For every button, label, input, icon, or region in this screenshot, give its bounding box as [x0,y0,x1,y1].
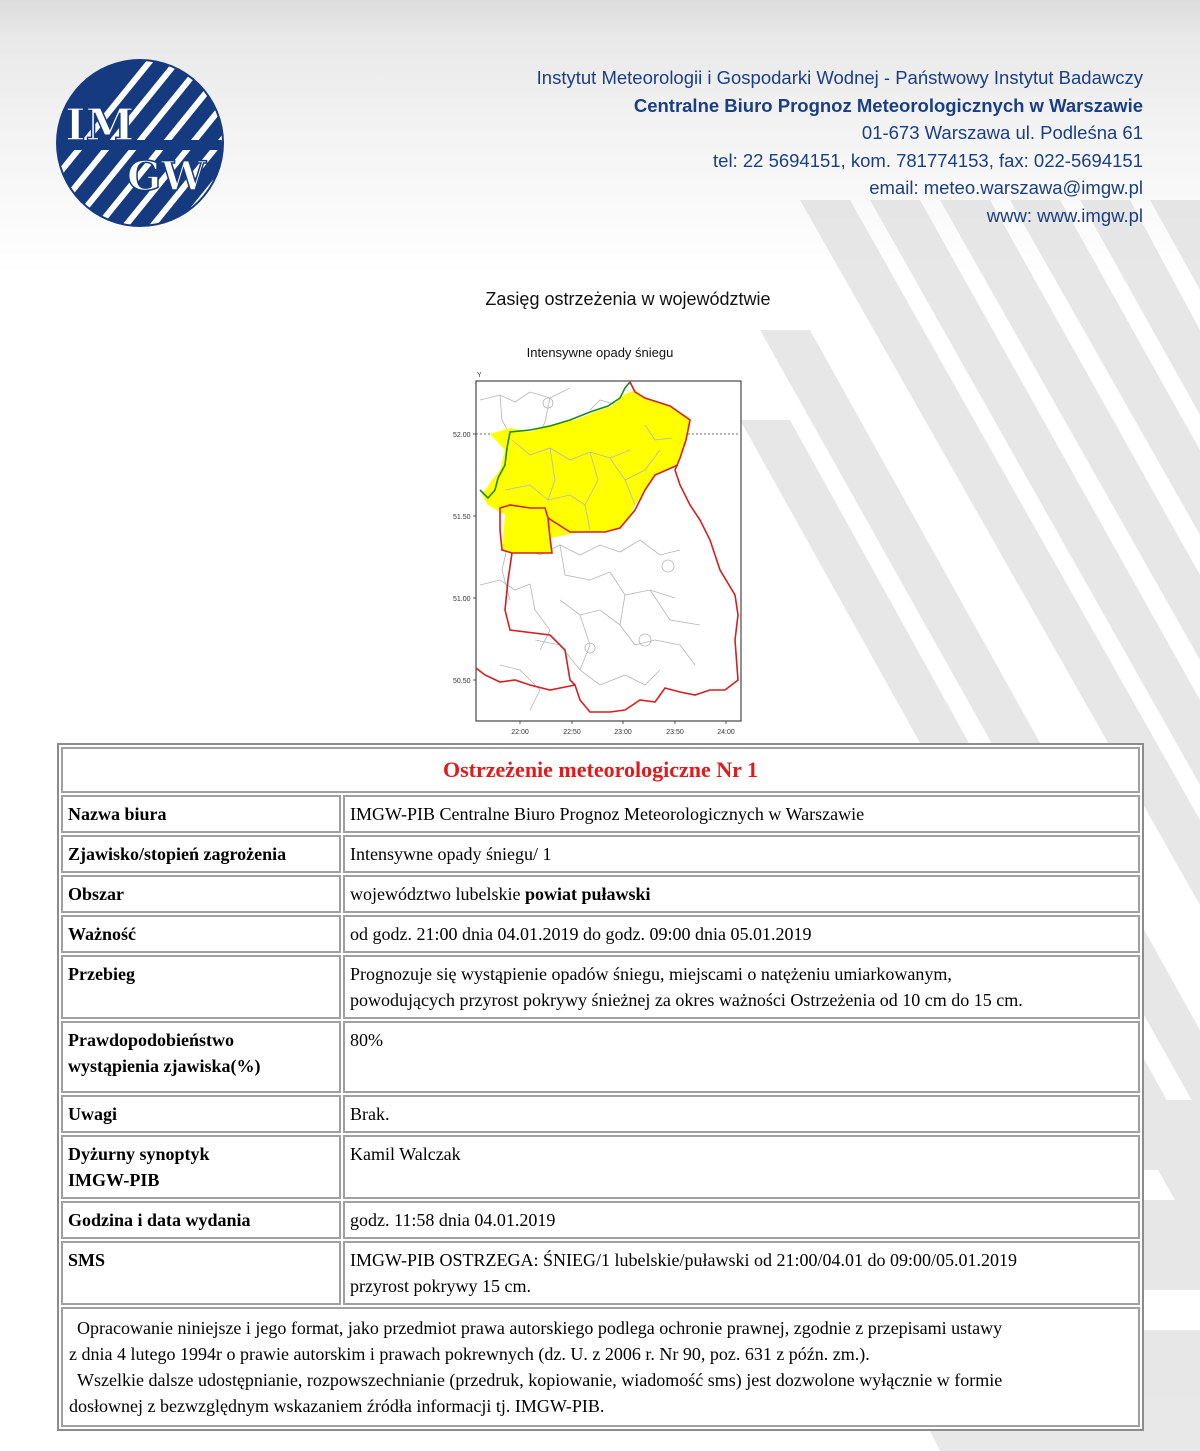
table-row [61,875,1140,913]
row-label: Obszar [61,875,341,913]
institute-name: Instytut Meteorologii i Gospodarki Wodnej - Państwowy Instytut Badawczy [536,67,1143,88]
table-row [61,1135,1140,1199]
table-row [61,747,1140,793]
notice-line: z dnia 4 lutego 1994r o prawie autorskim i prawach pokrewnych (dz. U. z 2006 r. Nr 90, poz. 631 z późn. zm.). [69,1344,870,1364]
table-row [61,1021,1140,1093]
row-value-sms [343,1241,1140,1305]
office-name: Centralne Biuro Prognoz Meteorologicznych w Warszawie [633,94,1143,116]
row-label: Ważność [61,915,341,953]
notice-line: Opracowanie niniejsze i jego format, jako przedmiot prawa autorskiego podlega ochronie prawnej, zgodnie z przepisami ustawy [77,1318,1003,1338]
notice-line: dosłownej z bezwzględnym wskazaniem źródła informacji tj. IMGW-PIB. [69,1396,605,1416]
row-value: Kamil Walczak [343,1135,1140,1199]
logo-text-bottom: GW [127,153,207,200]
table-row [61,795,1140,833]
y-tick: 51.50 [453,514,471,521]
notice-line: Wszelkie dalsze udostępnianie, rozpowszechnianie (przedruk, kopiowanie, wiadomość sms) jest dozwolone wyłącznie w formie [77,1370,1003,1390]
label-line: IMGW-PIB [68,1170,160,1190]
row-value: IMGW-PIB Centralne Biuro Prognoz Meteorologicznych w Warszawie [343,795,1140,833]
label-line: Prawdopodobieństwo [68,1030,235,1050]
table-row [61,1201,1140,1239]
table-row [61,955,1140,1019]
x-tick: 22:50 [563,729,581,736]
table-row [61,835,1140,873]
map-section-title: Zasięg ostrzeżenia w województwie [485,289,771,309]
table-row [61,1307,1140,1427]
imgw-logo [55,58,225,228]
row-value-course [343,955,1140,1019]
table-row [61,915,1140,953]
course-line: powodujących przyrost pokrywy śnieżnej za okres ważności Ostrzeżenia od 10 cm do 15 cm. [350,990,1023,1010]
row-value: godz. 11:58 dnia 04.01.2019 [343,1201,1140,1239]
row-label: Godzina i data wydania [61,1201,341,1239]
warning-range-map [440,340,750,740]
row-value: od godz. 21:00 dnia 04.01.2019 do godz. 09:00 dnia 05.01.2019 [343,915,1140,953]
row-label: SMS [61,1241,341,1305]
county-name: powiat puławski [524,884,651,904]
warning-title: Ostrzeżenie meteorologiczne Nr 1 [61,747,1140,793]
institute-contact-block [537,64,1143,229]
sms-line: przyrost pokrywy 15 cm. [350,1276,531,1296]
map-title: Intensywne opady śniegu [526,345,674,360]
x-tick: 22:00 [511,729,529,736]
row-label: Przebieg [61,955,341,1019]
label-line: wystąpienia zjawiska(%) [68,1056,261,1076]
x-tick: 23:50 [666,729,684,736]
voivodeship-name: województwo lubelskie [350,884,521,904]
email-line: email: meteo.warszawa@imgw.pl [869,177,1143,198]
y-axis-letter: Y [477,372,482,379]
row-label-forecaster [61,1135,341,1199]
row-value: Intensywne opady śniegu/ 1 [343,835,1140,873]
y-tick: 51.00 [453,596,471,603]
y-tick-labels [453,432,471,685]
phone-line: tel: 22 5694151, kom. 781774153, fax: 022-5694151 [713,149,1143,171]
logo-text-top: IM [65,100,135,151]
table-row [61,1095,1140,1133]
row-value: 80% [343,1021,1140,1093]
row-label: Zjawisko/stopień zagrożenia [61,835,341,873]
x-tick-labels [511,729,735,736]
table-row [61,1241,1140,1305]
y-tick: 50.50 [453,678,471,685]
row-label-probability [61,1021,341,1093]
label-line: Dyżurny synoptyk [68,1144,210,1164]
x-tick: 24:00 [717,729,735,736]
row-label: Nazwa biura [61,795,341,833]
warning-table [57,743,1144,1431]
x-tick: 23:00 [614,729,632,736]
row-value-area [343,875,1140,913]
course-line: Prognozuje się wystąpienie opadów śniegu, miejscami o natężeniu umiarkowanym, [350,964,952,984]
row-label: Uwagi [61,1095,341,1133]
website-line: www: www.imgw.pl [986,204,1143,226]
copyright-notice [61,1307,1140,1427]
address: 01-673 Warszawa ul. Podleśna 61 [861,122,1143,143]
row-value: Brak. [343,1095,1140,1133]
y-tick: 52.00 [453,432,471,439]
sms-line: IMGW-PIB OSTRZEGA: ŚNIEG/1 lubelskie/puławski od 21:00/04.01 do 09:00/05.01.2019 [350,1250,1017,1270]
